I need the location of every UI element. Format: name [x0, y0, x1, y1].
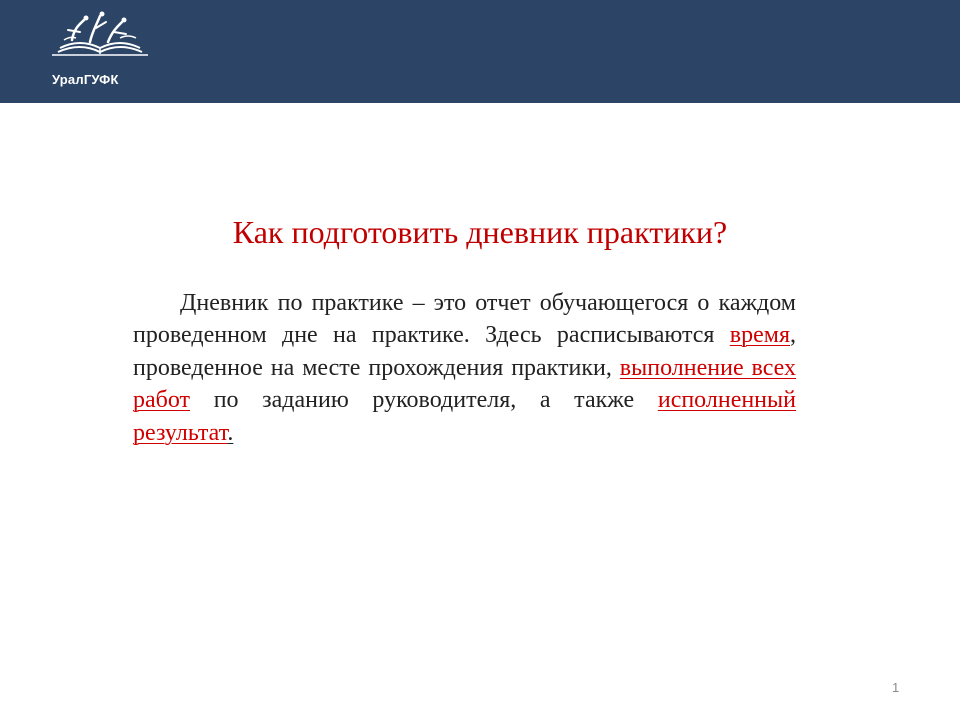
logo-text: УралГУФК: [52, 72, 119, 87]
link-result[interactable]: исполненный результат: [133, 387, 796, 446]
slide-title: Как подготовить дневник практики?: [232, 214, 728, 250]
university-logo-icon: [50, 10, 150, 60]
link-period[interactable]: .: [227, 419, 234, 446]
body-paragraph: [133, 287, 796, 449]
page-number: 1: [892, 680, 900, 695]
paragraph-text: Дневник по практике – это отчет обучающегося о каждом проведенном дне на практике. Здесь расписываются: [133, 290, 796, 349]
paragraph-text: по заданию руководителя, а также: [190, 387, 658, 414]
link-time[interactable]: время: [729, 322, 790, 349]
paragraph-text: , проведенное на месте прохождения практики,: [133, 322, 796, 381]
header-bar: [0, 0, 960, 103]
link-all-work[interactable]: выполнение всех работ: [133, 354, 796, 414]
